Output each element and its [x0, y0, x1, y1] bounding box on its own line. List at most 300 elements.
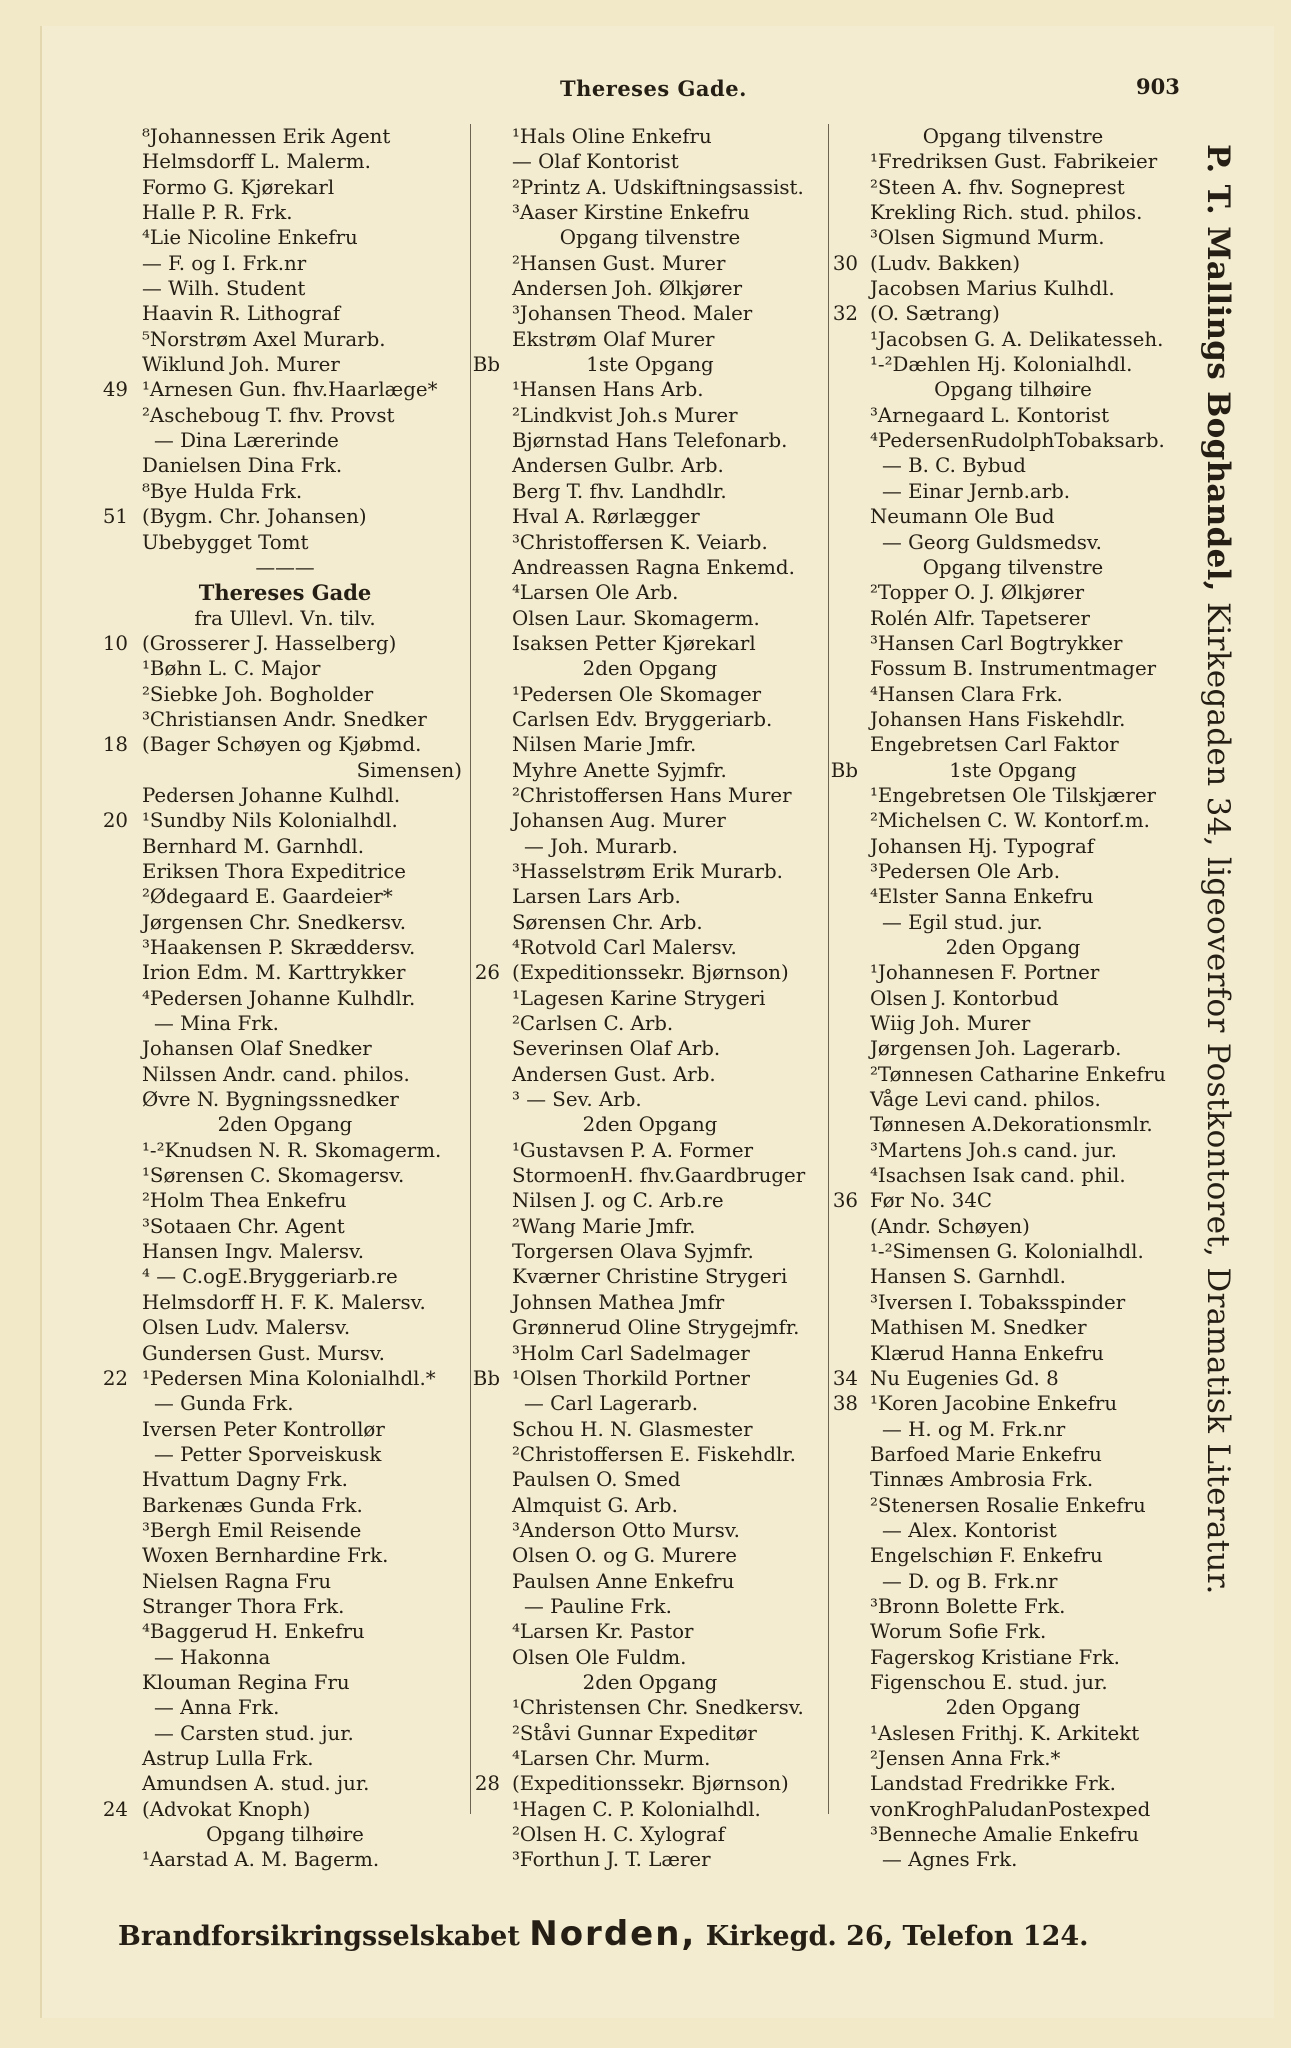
entry-text: Sørensen Chr. Arb. [512, 910, 703, 934]
directory-entry [832, 1011, 1194, 1036]
directory-entry [104, 1417, 466, 1442]
directory-entry [104, 1163, 466, 1188]
directory-entry [104, 1264, 466, 1289]
directory-entry [474, 200, 826, 225]
directory-entry [832, 1315, 1194, 1340]
directory-entry [104, 1391, 466, 1416]
entry-text: Danielsen Dina Frk. [142, 454, 343, 478]
directory-entry [474, 1493, 826, 1518]
directory-entry [104, 834, 466, 859]
directory-entry [474, 1011, 826, 1036]
entry-text: 2den Opgang [945, 1696, 1081, 1720]
directory-entry [104, 504, 466, 529]
directory-entry [104, 1442, 466, 1467]
entry-text: ⁴Baggerud H. Enkefru [142, 1620, 365, 1644]
directory-entry [832, 606, 1194, 631]
directory-entry [104, 1011, 466, 1036]
directory-entry [832, 327, 1194, 352]
entry-text: Opgang tilvenstre [559, 226, 741, 250]
entry-heading [104, 1822, 466, 1847]
entry-text: — Carsten stud. jur. [154, 1721, 354, 1745]
entry-text: ²Wang Marie Jmfr. [512, 1214, 696, 1238]
directory-entry [832, 1036, 1194, 1061]
directory-entry [832, 1619, 1194, 1644]
entry-text: Andersen Gust. Arb. [512, 1062, 716, 1086]
side-advertisement [1200, 144, 1236, 1595]
entry-text: ⁴Larsen Chr. Murm. [512, 1747, 711, 1770]
entry-text: Johansen Aug. Murer [512, 809, 726, 833]
footer-address: Kirkegd. 26, Telefon 124. [705, 1921, 1089, 1952]
directory-entry [474, 1543, 826, 1568]
directory-entry [832, 1771, 1194, 1796]
directory-entry [104, 1036, 466, 1061]
entry-text: ⁴Larsen Kr. Pastor [512, 1620, 694, 1644]
entry-text: (Expeditionssekr. Bjørnson) [512, 961, 789, 985]
entry-text: ¹-²Dæhlen Hj. Kolonialhdl. [870, 353, 1133, 377]
directory-entry [104, 149, 466, 174]
directory-entry [474, 1847, 826, 1872]
entry-text: ⁴PedersenRudolphTobaksarb. [870, 429, 1165, 453]
house-number: 22 [102, 1366, 128, 1390]
entry-text: (Andr. Schøyen) [870, 1214, 1030, 1238]
entry-heading [104, 555, 466, 580]
directory-entry [474, 1467, 826, 1492]
directory-entry [832, 1569, 1194, 1594]
entry-text: ²Steen A. fhv. Sogneprest [870, 175, 1125, 199]
entry-text: ²Lindkvist Joh.s Murer [512, 403, 738, 427]
entry-text: — Joh. Murarb. [524, 834, 678, 858]
street-header: Thereses Gade. [560, 76, 747, 101]
directory-entry [104, 1315, 466, 1340]
directory-entry [104, 327, 466, 352]
house-number: 32 [832, 302, 858, 326]
directory-entry [474, 935, 826, 960]
entry-text: (Grosserer J. Hasselberg) [142, 631, 397, 655]
house-number: 24 [102, 1797, 128, 1821]
entry-text: ³Johansen Theod. Maler [512, 302, 753, 326]
entry-text: ¹Lagesen Karine Strygeri [512, 986, 766, 1010]
entry-text: ²Michelsen C. W. Kontorf.m. [870, 809, 1150, 833]
entry-text: — F. og I. Frk.nr [142, 251, 307, 275]
entry-text: Tinnæs Ambrosia Frk. [870, 1468, 1094, 1492]
entry-text: ⁸Johannessen Erik Agent [142, 125, 391, 148]
entry-text: ³Christiansen Andr. Snedker [142, 707, 427, 731]
directory-entry [474, 1214, 826, 1239]
directory-entry [832, 1366, 1194, 1391]
directory-entry [832, 1543, 1194, 1568]
directory-entry [832, 1112, 1194, 1137]
entry-text: vonKroghPaludanPostexped [870, 1797, 1151, 1821]
entry-text: ³Anderson Otto Mursv. [512, 1518, 740, 1542]
directory-entry [832, 251, 1194, 276]
entry-text: ⁴Hansen Clara Frk. [870, 682, 1063, 706]
entry-text: fra Ullevl. Vn. tilv. [194, 606, 376, 630]
directory-entry [104, 808, 466, 833]
directory-entry [474, 1188, 826, 1213]
entry-heading [832, 555, 1194, 580]
directory-entry [832, 1746, 1194, 1771]
directory-entry [832, 1417, 1194, 1442]
entry-text: — Georg Guldsmedsv. [882, 530, 1102, 554]
directory-entry [104, 479, 466, 504]
directory-entry [104, 1366, 466, 1391]
footer-brand: Norden, [529, 1914, 697, 1954]
entry-text: Paulsen O. Smed [512, 1468, 681, 1492]
directory-entry [832, 834, 1194, 859]
column-middle [474, 124, 826, 1873]
entry-text: Hansen S. Garnhdl. [870, 1265, 1066, 1289]
directory-entry [832, 884, 1194, 909]
directory-entry [104, 1214, 466, 1239]
directory-entry [832, 1341, 1194, 1366]
entry-text: Halle P. R. Frk. [142, 201, 293, 225]
entry-text: ⁴Rotvold Carl Malersv. [512, 936, 737, 959]
entry-text: Jørgensen Joh. Lagerarb. [870, 1037, 1122, 1061]
entry-text: ¹Sørensen C. Skomagersv. [142, 1164, 405, 1188]
entry-text: ¹Aslesen Frithj. K. Arkitekt [870, 1721, 1140, 1745]
directory-entry [474, 377, 826, 402]
entry-text: Isaksen Petter Kjørekarl [512, 631, 756, 655]
entry-text: ³Haakensen P. Skræddersv. [142, 936, 416, 959]
entry-text: Stranger Thora Frk. [142, 1594, 345, 1618]
directory-entry [832, 149, 1194, 174]
entry-text: ³Hasselstrøm Erik Murarb. [512, 859, 783, 883]
directory-entry [474, 682, 826, 707]
directory-entry [104, 1847, 466, 1872]
entry-text: — Hakonna [154, 1645, 271, 1669]
directory-entry [474, 783, 826, 808]
entry-text: Barfoed Marie Enkefru [870, 1442, 1102, 1466]
entry-text: Olsen Laur. Skomagerm. [512, 606, 760, 630]
entry-text: ¹Bøhn L. C. Major [142, 657, 321, 681]
directory-entry [104, 1087, 466, 1112]
entry-text: ³Holm Carl Sadelmager [512, 1341, 750, 1365]
directory-entry [474, 1163, 826, 1188]
page-number: 903 [1136, 74, 1180, 99]
directory-entry [474, 1036, 826, 1061]
entry-text: Olsen J. Kontorbud [870, 986, 1059, 1010]
directory-entry [104, 1493, 466, 1518]
entry-text: (Bygm. Chr. Johansen) [142, 505, 367, 529]
directory-entry [832, 530, 1194, 555]
directory-entry [474, 175, 826, 200]
entry-text: (Expeditionssekr. Bjørnson) [512, 1772, 789, 1796]
entry-text: Bjørnstad Hans Telefonarb. [512, 429, 788, 453]
directory-entry [104, 1239, 466, 1264]
entry-text: Gundersen Gust. Mursv. [142, 1341, 385, 1365]
directory-entry [474, 1138, 826, 1163]
directory-entry [474, 808, 826, 833]
entry-text: Helmsdorff L. Malerm. [142, 150, 371, 174]
directory-entry [832, 1138, 1194, 1163]
directory-entry [104, 935, 466, 960]
entry-text: 2den Opgang [582, 1670, 718, 1694]
entry-text: Hval A. Rørlægger [512, 505, 700, 529]
directory-entry [104, 1797, 466, 1822]
entry-heading [104, 1112, 466, 1137]
entry-text: ³Bronn Bolette Frk. [870, 1594, 1066, 1618]
directory-entry [474, 276, 826, 301]
directory-entry [832, 1239, 1194, 1264]
entry-text: — B. C. Bybud [882, 454, 1026, 478]
directory-entry [474, 1442, 826, 1467]
directory-entry [104, 1290, 466, 1315]
entry-text: Paulsen Anne Enkefru [512, 1569, 735, 1593]
house-number: 10 [102, 631, 128, 655]
entry-text: Nilsen J. og C. Arb.re [512, 1189, 724, 1213]
entry-text: — Gunda Frk. [154, 1392, 294, 1416]
directory-entry [474, 732, 826, 757]
directory-entry [474, 1619, 826, 1644]
directory-entry [104, 1138, 466, 1163]
entry-text: — Einar Jernb.arb. [882, 479, 1071, 503]
entry-text: (Bager Schøyen og Kjøbmd. [142, 733, 422, 757]
entry-heading [832, 758, 1194, 783]
directory-entry [104, 1543, 466, 1568]
directory-entry [474, 1721, 826, 1746]
entry-text: — D. og B. Frk.nr [882, 1569, 1058, 1593]
house-number: 51 [102, 505, 128, 529]
entry-text: ³Arnegaard L. Kontorist [870, 403, 1110, 427]
directory-entry [474, 251, 826, 276]
entry-text: Torgersen Olava Syjmfr. [512, 1240, 754, 1264]
directory-entry [104, 453, 466, 478]
directory-entry [104, 428, 466, 453]
directory-entry [474, 504, 826, 529]
directory-entry [474, 1746, 826, 1771]
entry-text: — Egil stud. jur. [882, 910, 1043, 934]
entry-text: Simensen) [356, 758, 462, 782]
directory-entry [832, 403, 1194, 428]
directory-entry [832, 732, 1194, 757]
directory-entry [104, 732, 466, 757]
directory-entry [474, 606, 826, 631]
entry-text: Øvre N. Bygningssnedker [142, 1088, 399, 1112]
directory-entry [474, 1797, 826, 1822]
entry-text: Schou H. N. Glasmester [512, 1417, 753, 1441]
directory-entry [474, 1771, 826, 1796]
entry-text: ³Pedersen Ole Arb. [870, 859, 1060, 883]
directory-entry [104, 682, 466, 707]
entry-text: Rolén Alfr. Tapetserer [870, 606, 1090, 630]
entry-text: (Advokat Knoph) [142, 1797, 311, 1821]
directory-entry [832, 707, 1194, 732]
entry-text: Wiklund Joh. Murer [142, 353, 340, 377]
directory-entry [104, 1467, 466, 1492]
directory-entry [832, 631, 1194, 656]
column-divider [828, 124, 829, 1814]
house-number: Bb [472, 353, 500, 377]
entry-text: Almquist G. Arb. [512, 1493, 678, 1517]
entry-text: Grønnerud Oline Strygejmfr. [512, 1316, 800, 1340]
entry-text: 1ste Opgang [586, 353, 714, 377]
directory-entry [104, 301, 466, 326]
entry-text: ³Bergh Emil Reisende [142, 1518, 362, 1542]
directory-entry [104, 1721, 466, 1746]
directory-entry [104, 631, 466, 656]
entry-text: Nilssen Andr. cand. philos. [142, 1062, 410, 1086]
entry-text: Opgang tilhøire [934, 378, 1092, 402]
entry-text: 1ste Opgang [949, 758, 1077, 782]
directory-entry [832, 910, 1194, 935]
entry-text: ²Stenersen Rosalie Enkefru [870, 1493, 1146, 1517]
directory-entry [474, 1239, 826, 1264]
entry-text: Thereses Gade [198, 580, 372, 606]
entry-text: (Ludv. Bakken) [870, 251, 1021, 275]
directory-entry [104, 1670, 466, 1695]
entry-text: ¹Koren Jacobine Enkefru [870, 1392, 1118, 1416]
entry-text: Opgang tilvenstre [922, 555, 1104, 579]
entry-text: ¹Hagen C. P. Kolonialhdl. [512, 1797, 761, 1821]
directory-entry [104, 758, 466, 783]
directory-entry [474, 327, 826, 352]
directory-entry [832, 1087, 1194, 1112]
directory-entry [832, 1518, 1194, 1543]
entry-text: — Mina Frk. [154, 1012, 279, 1036]
entry-text: Berg T. fhv. Landhdlr. [512, 479, 727, 503]
entry-text: 2den Opgang [582, 1113, 718, 1137]
entry-text: Wiig Joh. Murer [870, 1012, 1031, 1036]
entry-text: Olsen Ole Fuldm. [512, 1645, 687, 1669]
entry-text: Fossum B. Instrumentmager [870, 657, 1157, 681]
entry-text: ——— [255, 555, 315, 579]
entry-text: Figenschou E. stud. jur. [870, 1670, 1108, 1694]
directory-entry [832, 1467, 1194, 1492]
entry-text: Woxen Bernhardine Frk. [142, 1544, 389, 1568]
entry-text: Krekling Rich. stud. philos. [870, 201, 1143, 225]
entry-text: Ubebygget Tomt [142, 530, 309, 554]
entry-text: Carlsen Edv. Bryggeriarb. [512, 707, 773, 731]
directory-entry [474, 149, 826, 174]
entry-text: ²Ståvi Gunnar Expeditør [512, 1721, 757, 1745]
directory-entry [832, 1721, 1194, 1746]
entry-text: ⁸Bye Hulda Frk. [142, 479, 303, 503]
entry-text: — Pauline Frk. [524, 1594, 672, 1618]
directory-entry [474, 1290, 826, 1315]
footer-advertisement [118, 1914, 1089, 1954]
directory-entry [104, 276, 466, 301]
directory-entry [474, 1087, 826, 1112]
directory-entry [832, 1797, 1194, 1822]
directory-entry [474, 1569, 826, 1594]
house-number: 18 [102, 733, 128, 757]
entry-text: ²Printz A. Udskiftningsassist. [512, 175, 804, 199]
directory-entry [474, 301, 826, 326]
directory-entry [474, 1315, 826, 1340]
entry-text: ³ — Sev. Arb. [512, 1088, 642, 1112]
directory-entry [832, 1163, 1194, 1188]
entry-text: (O. Sætrang) [870, 302, 1000, 326]
directory-entry [832, 428, 1194, 453]
house-number: Bb [472, 1366, 500, 1390]
directory-entry [474, 555, 826, 580]
entry-text: ²Olsen H. C. Xylograf [512, 1823, 725, 1847]
entry-text: Amundsen A. stud. jur. [142, 1772, 370, 1796]
entry-text: Olsen Ludv. Malersv. [142, 1316, 351, 1340]
directory-entry [104, 783, 466, 808]
directory-entry [474, 707, 826, 732]
directory-entry [832, 1214, 1194, 1239]
directory-entry [474, 986, 826, 1011]
directory-entry [832, 479, 1194, 504]
entry-text: — H. og M. Frk.nr [882, 1417, 1066, 1441]
house-number: 34 [832, 1366, 858, 1390]
entry-text: Johansen Olaf Snedker [142, 1037, 372, 1061]
entry-text: Før No. 34C [870, 1189, 993, 1213]
entry-text: Johansen Hj. Typograf [870, 834, 1095, 858]
directory-entry [832, 1847, 1194, 1872]
directory-entry [832, 656, 1194, 681]
entry-text: Opgang tilvenstre [922, 125, 1104, 148]
directory-entry [104, 1619, 466, 1644]
entry-text: ⁴Lie Nicoline Enkefru [142, 226, 358, 250]
entry-heading [832, 935, 1194, 960]
directory-entry [104, 1771, 466, 1796]
entry-text: — Alex. Kontorist [882, 1518, 1057, 1542]
entry-text: ¹Hansen Hans Arb. [512, 378, 704, 402]
directory-entry [104, 1188, 466, 1213]
entry-text: Landstad Fredrikke Frk. [870, 1772, 1116, 1796]
directory-entry [474, 960, 826, 985]
directory-entry [474, 1695, 826, 1720]
entry-text: ¹Pedersen Ole Skomager [512, 682, 762, 706]
directory-entry [104, 377, 466, 402]
entry-text: Eriksen Thora Expeditrice [142, 859, 406, 883]
directory-entry [474, 428, 826, 453]
entry-text: Pedersen Johanne Kulhdl. [142, 783, 401, 807]
directory-entry [104, 200, 466, 225]
column-right [832, 124, 1194, 1873]
entry-text: ¹Gustavsen P. A. Former [512, 1138, 754, 1162]
directory-entry [104, 225, 466, 250]
entry-heading [832, 1695, 1194, 1720]
directory-entry [474, 1822, 826, 1847]
entry-text: ¹Fredriksen Gust. Fabrikeier [870, 150, 1158, 174]
entry-text: ³Benneche Amalie Enkefru [870, 1823, 1140, 1847]
entry-text: — Agnes Frk. [882, 1848, 1018, 1872]
directory-entry [832, 301, 1194, 326]
directory-entry [104, 656, 466, 681]
directory-entry [832, 960, 1194, 985]
entry-text: ³Aaser Kirstine Enkefru [512, 201, 750, 225]
entry-text: Mathisen M. Snedker [870, 1316, 1087, 1340]
entry-text: Andersen Gulbr. Arb. [512, 454, 724, 478]
entry-text: Jacobsen Marius Kulhdl. [870, 277, 1115, 301]
entry-text: Irion Edm. M. Karttrykker [142, 961, 406, 985]
directory-entry [474, 834, 826, 859]
directory-entry [104, 352, 466, 377]
directory-entry [832, 580, 1194, 605]
entry-text: ²Christoffersen Hans Murer [512, 783, 792, 807]
entry-heading [832, 124, 1194, 149]
entry-text: Johnsen Mathea Jmfr [512, 1290, 725, 1314]
directory-entry [104, 1746, 466, 1771]
directory-entry [832, 1670, 1194, 1695]
entry-text: Klouman Regina Fru [142, 1670, 350, 1694]
entry-text: Hvattum Dagny Frk. [142, 1468, 348, 1492]
entry-text: Hansen Ingv. Malersv. [142, 1240, 365, 1264]
directory-entry [832, 1442, 1194, 1467]
directory-entry [474, 124, 826, 149]
directory-entry [104, 910, 466, 935]
directory-entry [832, 1493, 1194, 1518]
entry-text: ¹Johannesen F. Portner [870, 961, 1100, 985]
directory-entry [474, 1366, 826, 1391]
entry-text: — Wilh. Student [142, 277, 306, 301]
directory-entry [104, 986, 466, 1011]
directory-entry [832, 352, 1194, 377]
directory-entry [832, 986, 1194, 1011]
